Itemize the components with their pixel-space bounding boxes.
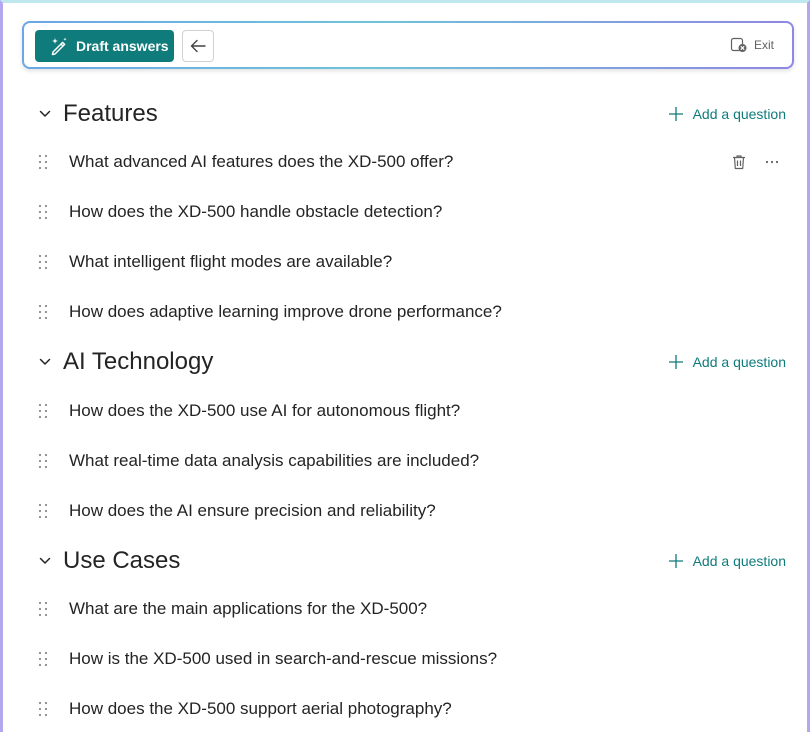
question-row[interactable] — [36, 195, 786, 229]
question-text[interactable]: How does adaptive learning improve drone performance? — [69, 302, 502, 321]
question-text[interactable]: How does the XD-500 use AI for autonomous flight? — [69, 401, 461, 420]
add-question-label: Add a question — [692, 106, 786, 122]
toolbar — [22, 21, 794, 69]
chevron-down-icon[interactable] — [38, 355, 52, 369]
delete-icon[interactable] — [730, 153, 748, 171]
drag-handle-icon[interactable] — [36, 303, 50, 321]
drag-handle-icon[interactable] — [36, 650, 50, 668]
add-question-label: Add a question — [692, 354, 786, 370]
drag-handle-icon[interactable] — [36, 253, 50, 271]
question-text[interactable]: What intelligent flight modes are available? — [69, 252, 393, 271]
question-text[interactable]: How does the XD-500 handle obstacle detection? — [69, 202, 443, 221]
chevron-down-icon[interactable] — [38, 107, 52, 121]
question-text[interactable]: What advanced AI features does the XD-500 offer? — [69, 152, 454, 171]
draft-answers-label: Draft answers — [76, 38, 169, 54]
drag-handle-icon[interactable] — [36, 600, 50, 618]
drag-handle-icon[interactable] — [36, 700, 50, 718]
drag-handle-icon[interactable] — [36, 502, 50, 520]
question-row[interactable] — [36, 444, 786, 478]
question-text[interactable]: How does the XD-500 support aerial photography? — [69, 699, 452, 718]
add-question-button[interactable] — [668, 106, 786, 122]
section-header-features — [38, 99, 788, 129]
exit-label: Exit — [753, 38, 774, 52]
question-row[interactable] — [36, 592, 786, 626]
drag-handle-icon[interactable] — [36, 153, 50, 171]
question-row[interactable] — [36, 145, 786, 179]
back-button[interactable] — [182, 30, 214, 62]
add-question-label: Add a question — [692, 553, 786, 569]
section-header-use-cases — [38, 546, 788, 576]
section-title: AI Technology — [63, 348, 214, 375]
arrow-left-icon — [189, 37, 207, 55]
plus-icon — [668, 354, 684, 370]
draft-answers-button[interactable] — [35, 30, 174, 62]
drag-handle-icon[interactable] — [36, 452, 50, 470]
row-actions — [730, 153, 780, 171]
question-text[interactable]: What real-time data analysis capabilities are included? — [69, 451, 480, 470]
sparkle-pen-icon — [49, 36, 69, 56]
drag-handle-icon[interactable] — [36, 203, 50, 221]
plus-icon — [668, 553, 684, 569]
question-text[interactable]: How is the XD-500 used in search-and-rescue missions? — [69, 649, 498, 668]
question-row[interactable] — [36, 394, 786, 428]
plus-icon — [668, 106, 684, 122]
question-row[interactable] — [36, 642, 786, 676]
question-text[interactable]: What are the main applications for the XD-500? — [69, 599, 428, 618]
question-row[interactable] — [36, 295, 786, 329]
add-question-button[interactable] — [668, 354, 786, 370]
question-row[interactable] — [36, 692, 786, 726]
question-row[interactable] — [36, 494, 786, 528]
more-options-icon[interactable] — [764, 154, 780, 170]
drag-handle-icon[interactable] — [36, 402, 50, 420]
section-title: Use Cases — [63, 547, 181, 574]
exit-icon — [730, 37, 748, 53]
add-question-button[interactable] — [668, 553, 786, 569]
section-header-ai-technology — [38, 347, 788, 377]
question-row[interactable] — [36, 245, 786, 279]
chevron-down-icon[interactable] — [38, 554, 52, 568]
section-title: Features — [63, 100, 158, 127]
question-text[interactable]: How does the AI ensure precision and reliability? — [69, 501, 436, 520]
exit-button[interactable] — [730, 37, 774, 53]
